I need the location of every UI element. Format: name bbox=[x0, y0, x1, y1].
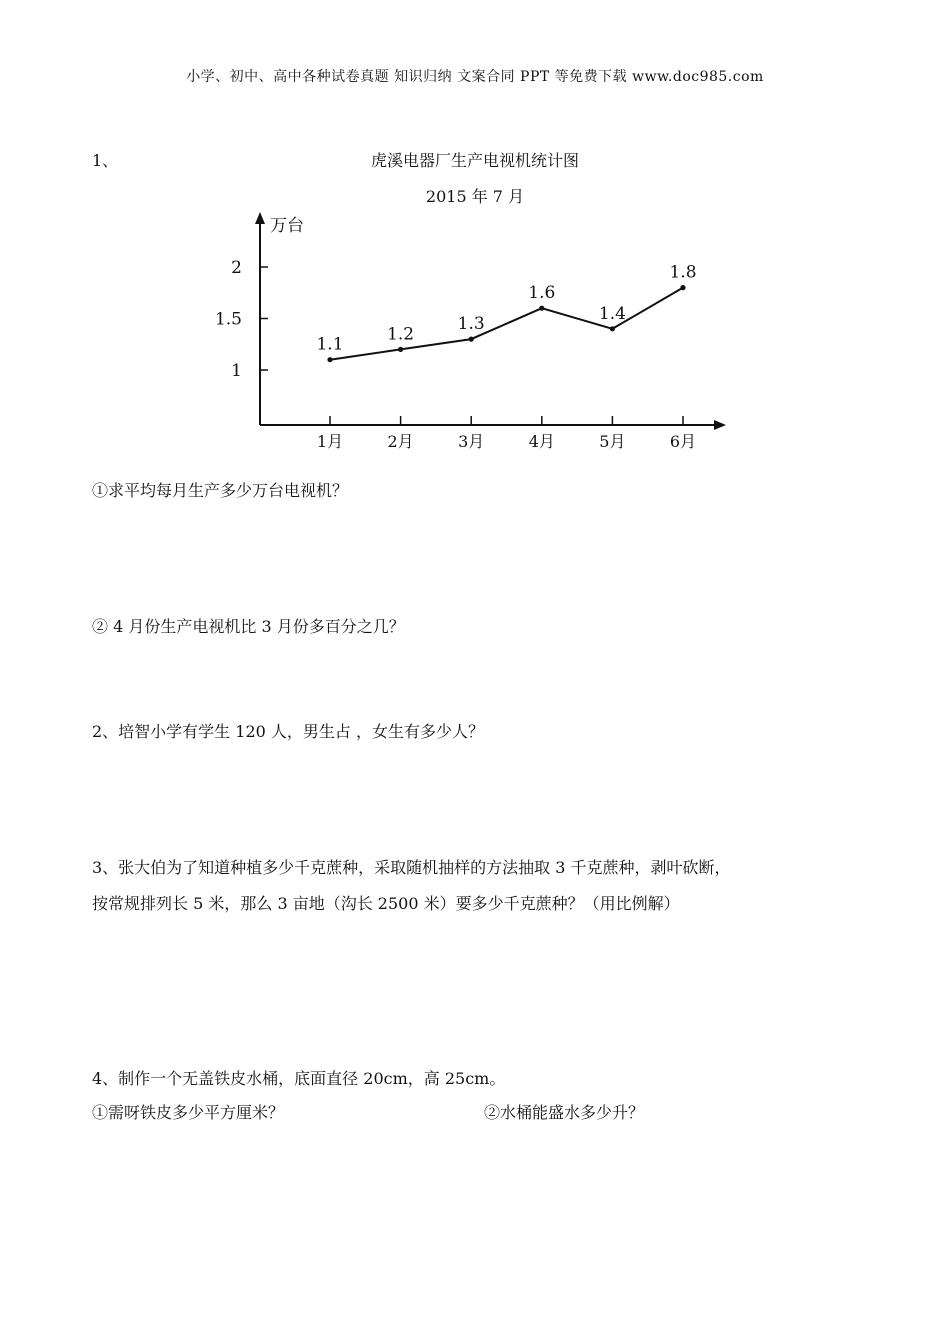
question-3-line-2: 按常规排列长 5 米，那么 3 亩地（沟长 2500 米）要多少千克蔗种？（用比例解） bbox=[92, 894, 680, 913]
line-chart bbox=[200, 200, 740, 470]
x-tick-label: 3月 bbox=[458, 432, 485, 451]
page-header: 小学、初中、高中各种试卷真题 知识归纳 文案合同 PPT 等免费下载 www.doc985.com bbox=[186, 69, 764, 85]
question-3-line-1: 3、张大伯为了知道种植多少千克蔗种，采取随机抽样的方法抽取 3 千克蔗种，剥叶砍断， bbox=[92, 858, 731, 877]
data-point bbox=[327, 357, 332, 362]
question-1-part-1: ①求平均每月生产多少万台电视机？ bbox=[92, 481, 349, 500]
question-4-part-2: ②水桶能盛水多少升？ bbox=[484, 1103, 645, 1122]
question-2: 2、培智小学有学生 120 人，男生占 ，女生有多少人？ bbox=[92, 722, 484, 741]
x-axis-arrow bbox=[714, 420, 726, 430]
series-line bbox=[330, 288, 683, 360]
chart-axes bbox=[255, 212, 726, 430]
y-tick-label: 2 bbox=[231, 258, 242, 278]
x-ticks bbox=[317, 416, 696, 451]
y-axis-arrow bbox=[255, 212, 265, 224]
x-tick-label: 4月 bbox=[528, 432, 555, 451]
x-tick-label: 5月 bbox=[599, 432, 626, 451]
question-1-part-2: ② 4 月份生产电视机比 3 月份多百分之几？ bbox=[92, 617, 405, 636]
data-label: 1.3 bbox=[457, 314, 485, 335]
data-point bbox=[469, 337, 474, 342]
y-tick-label: 1 bbox=[231, 361, 242, 381]
data-point bbox=[610, 326, 615, 331]
y-tick-label: 1.5 bbox=[214, 309, 242, 330]
data-label: 1.6 bbox=[528, 283, 556, 304]
data-label: 1.8 bbox=[669, 262, 697, 283]
y-axis-label: 万台 bbox=[270, 216, 304, 236]
data-point bbox=[680, 285, 685, 290]
chart-subtitle: 2015 年 7 月 bbox=[425, 187, 525, 206]
chart-title: 虎溪电器厂生产电视机统计图 bbox=[370, 151, 579, 170]
x-tick-label: 6月 bbox=[669, 432, 697, 451]
question-1-number: 1、 bbox=[92, 151, 119, 170]
x-tick-label: 2月 bbox=[387, 432, 414, 451]
data-label: 1.4 bbox=[598, 303, 626, 324]
question-4: 4、制作一个无盖铁皮水桶，底面直径 20cm，高 25cm。 bbox=[92, 1069, 506, 1088]
data-point bbox=[539, 306, 544, 311]
x-tick-label: 1月 bbox=[316, 432, 344, 451]
question-4-part-1: ①需呀铁皮多少平方厘米？ bbox=[92, 1103, 285, 1122]
data-label: 1.1 bbox=[316, 334, 344, 355]
data-point bbox=[398, 347, 403, 352]
data-label: 1.2 bbox=[387, 324, 415, 345]
